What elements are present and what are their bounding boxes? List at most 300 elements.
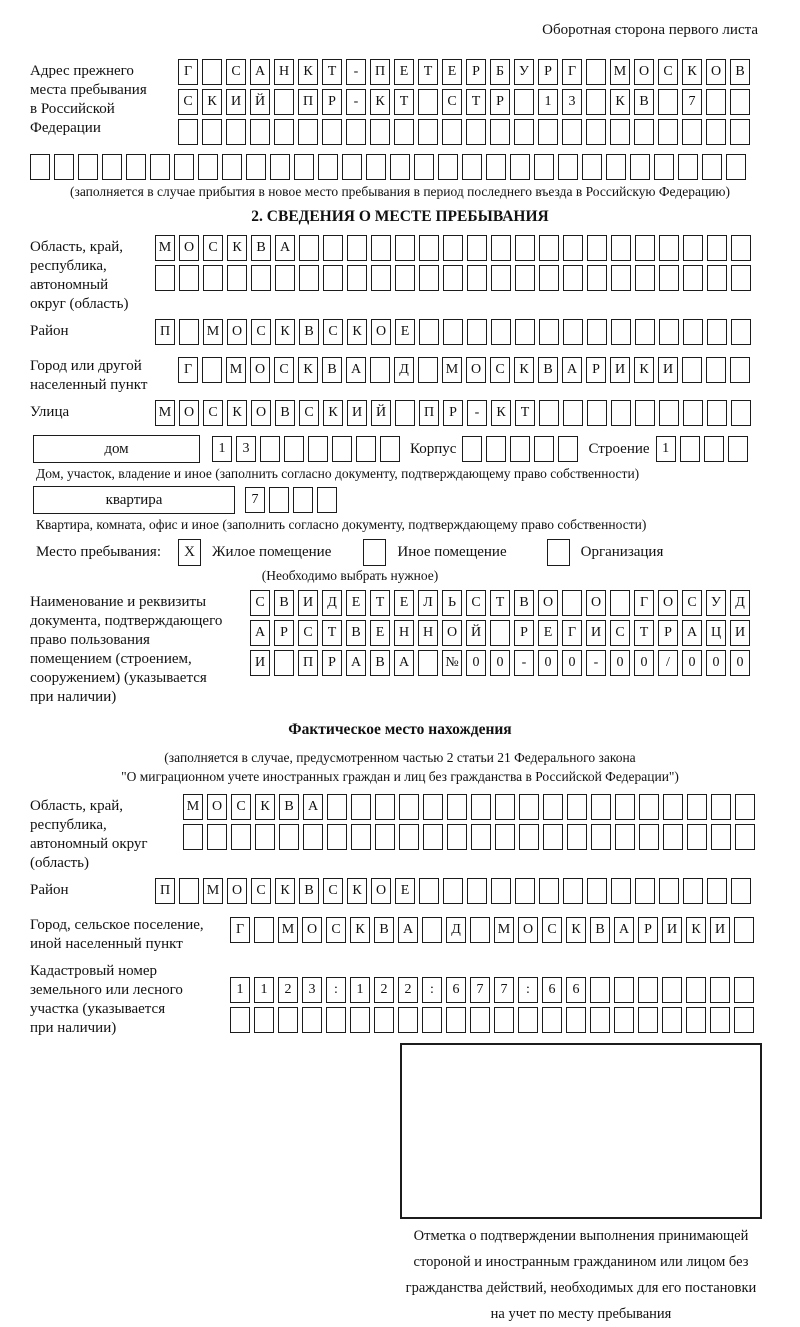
char-cell[interactable]: С — [251, 878, 271, 904]
char-cell[interactable] — [562, 590, 582, 616]
char-cell[interactable] — [274, 650, 294, 676]
char-cell[interactable]: К — [566, 917, 586, 943]
char-cell[interactable] — [563, 878, 583, 904]
char-cell[interactable] — [687, 824, 707, 850]
char-cell[interactable] — [356, 436, 376, 462]
char-cell[interactable]: И — [347, 400, 367, 426]
char-cell[interactable] — [294, 154, 314, 180]
char-cell[interactable] — [486, 154, 506, 180]
char-cell[interactable]: С — [610, 620, 630, 646]
char-cell[interactable] — [515, 235, 535, 261]
char-cell[interactable]: В — [346, 620, 366, 646]
char-cell[interactable] — [659, 265, 679, 291]
char-cell[interactable] — [563, 265, 583, 291]
char-cell[interactable]: 6 — [566, 977, 586, 1003]
char-cell[interactable] — [298, 119, 318, 145]
char-cell[interactable]: С — [226, 59, 246, 85]
char-cell[interactable]: Т — [322, 59, 342, 85]
char-cell[interactable]: В — [634, 89, 654, 115]
char-cell[interactable] — [395, 265, 415, 291]
char-cell[interactable]: 7 — [682, 89, 702, 115]
char-cell[interactable]: Р — [490, 89, 510, 115]
char-cell[interactable] — [495, 824, 515, 850]
char-cell[interactable] — [255, 824, 275, 850]
char-cell[interactable] — [390, 154, 410, 180]
char-cell[interactable] — [274, 119, 294, 145]
char-cell[interactable]: Р — [514, 620, 534, 646]
char-cell[interactable]: Н — [418, 620, 438, 646]
char-cell[interactable]: В — [370, 650, 390, 676]
char-cell[interactable]: С — [323, 878, 343, 904]
char-cell[interactable] — [250, 119, 270, 145]
char-cell[interactable]: О — [586, 590, 606, 616]
char-cell[interactable]: 0 — [634, 650, 654, 676]
char-cell[interactable]: Т — [394, 89, 414, 115]
char-cell[interactable]: М — [155, 235, 175, 261]
char-cell[interactable] — [586, 59, 606, 85]
char-cell[interactable] — [419, 878, 439, 904]
char-cell[interactable] — [702, 154, 722, 180]
char-cell[interactable] — [635, 878, 655, 904]
char-cell[interactable] — [710, 977, 730, 1003]
char-cell[interactable] — [351, 794, 371, 820]
char-cell[interactable] — [707, 319, 727, 345]
char-cell[interactable]: - — [346, 59, 366, 85]
char-cell[interactable] — [539, 265, 559, 291]
char-cell[interactable] — [246, 154, 266, 180]
char-cell[interactable] — [638, 977, 658, 1003]
char-cell[interactable]: Р — [658, 620, 678, 646]
char-cell[interactable] — [346, 119, 366, 145]
char-cell[interactable] — [734, 1007, 754, 1033]
char-cell[interactable] — [470, 917, 490, 943]
char-cell[interactable] — [466, 119, 486, 145]
char-cell[interactable]: С — [658, 59, 678, 85]
char-cell[interactable]: А — [614, 917, 634, 943]
char-cell[interactable] — [370, 119, 390, 145]
char-cell[interactable]: О — [227, 878, 247, 904]
char-cell[interactable] — [254, 917, 274, 943]
char-cell[interactable]: 1 — [254, 977, 274, 1003]
char-cell[interactable]: 2 — [398, 977, 418, 1003]
char-cell[interactable] — [351, 824, 371, 850]
char-cell[interactable]: Н — [394, 620, 414, 646]
char-cell[interactable] — [418, 650, 438, 676]
char-cell[interactable] — [323, 235, 343, 261]
char-cell[interactable] — [490, 620, 510, 646]
char-cell[interactable] — [230, 1007, 250, 1033]
char-cell[interactable]: 2 — [278, 977, 298, 1003]
char-cell[interactable] — [423, 824, 443, 850]
char-cell[interactable] — [78, 154, 98, 180]
char-cell[interactable]: М — [610, 59, 630, 85]
char-cell[interactable]: В — [590, 917, 610, 943]
char-cell[interactable]: 6 — [446, 977, 466, 1003]
char-cell[interactable]: М — [155, 400, 175, 426]
char-cell[interactable]: В — [274, 590, 294, 616]
char-cell[interactable] — [155, 265, 175, 291]
char-cell[interactable]: К — [347, 319, 367, 345]
char-cell[interactable]: О — [442, 620, 462, 646]
char-cell[interactable] — [731, 235, 751, 261]
char-cell[interactable]: А — [275, 235, 295, 261]
char-cell[interactable]: Е — [370, 620, 390, 646]
char-cell[interactable]: 3 — [302, 977, 322, 1003]
char-cell[interactable]: О — [179, 235, 199, 261]
char-cell[interactable] — [611, 319, 631, 345]
char-cell[interactable]: - — [586, 650, 606, 676]
char-cell[interactable]: М — [226, 357, 246, 383]
char-cell[interactable] — [510, 436, 530, 462]
char-cell[interactable]: М — [494, 917, 514, 943]
char-cell[interactable] — [539, 319, 559, 345]
char-cell[interactable]: Р — [538, 59, 558, 85]
char-cell[interactable]: О — [371, 319, 391, 345]
char-cell[interactable]: Л — [418, 590, 438, 616]
char-cell[interactable] — [635, 265, 655, 291]
char-cell[interactable]: С — [250, 590, 270, 616]
char-cell[interactable] — [514, 119, 534, 145]
char-cell[interactable] — [634, 119, 654, 145]
char-cell[interactable]: Б — [490, 59, 510, 85]
char-cell[interactable] — [734, 917, 754, 943]
char-cell[interactable] — [471, 824, 491, 850]
char-cell[interactable]: Д — [394, 357, 414, 383]
char-cell[interactable] — [202, 357, 222, 383]
char-cell[interactable]: У — [514, 59, 534, 85]
char-cell[interactable]: И — [710, 917, 730, 943]
char-cell[interactable]: Д — [730, 590, 750, 616]
char-cell[interactable]: Е — [442, 59, 462, 85]
char-cell[interactable] — [563, 400, 583, 426]
char-cell[interactable] — [270, 154, 290, 180]
char-cell[interactable]: П — [370, 59, 390, 85]
char-cell[interactable] — [567, 824, 587, 850]
char-cell[interactable] — [659, 319, 679, 345]
char-cell[interactable] — [442, 119, 462, 145]
char-cell[interactable] — [395, 400, 415, 426]
char-cell[interactable] — [419, 235, 439, 261]
char-cell[interactable] — [663, 794, 683, 820]
char-cell[interactable]: 3 — [562, 89, 582, 115]
char-cell[interactable] — [275, 265, 295, 291]
char-cell[interactable] — [630, 154, 650, 180]
char-cell[interactable] — [467, 878, 487, 904]
char-cell[interactable]: К — [255, 794, 275, 820]
char-cell[interactable] — [366, 154, 386, 180]
char-cell[interactable]: В — [299, 319, 319, 345]
char-cell[interactable]: Р — [466, 59, 486, 85]
char-cell[interactable]: Е — [395, 878, 415, 904]
char-cell[interactable] — [587, 878, 607, 904]
char-cell[interactable]: К — [298, 59, 318, 85]
char-cell[interactable] — [659, 400, 679, 426]
char-cell[interactable] — [728, 436, 748, 462]
char-cell[interactable]: У — [706, 590, 726, 616]
char-cell[interactable]: И — [662, 917, 682, 943]
char-cell[interactable] — [174, 154, 194, 180]
char-cell[interactable]: П — [419, 400, 439, 426]
char-cell[interactable] — [683, 878, 703, 904]
char-cell[interactable]: : — [422, 977, 442, 1003]
char-cell[interactable] — [399, 824, 419, 850]
char-cell[interactable]: В — [538, 357, 558, 383]
char-cell[interactable]: О — [706, 59, 726, 85]
char-cell[interactable] — [126, 154, 146, 180]
char-cell[interactable]: О — [207, 794, 227, 820]
char-cell[interactable] — [659, 235, 679, 261]
char-cell[interactable] — [375, 824, 395, 850]
char-cell[interactable] — [611, 265, 631, 291]
char-cell[interactable] — [198, 154, 218, 180]
char-cell[interactable]: О — [466, 357, 486, 383]
char-cell[interactable]: С — [542, 917, 562, 943]
char-cell[interactable]: Р — [586, 357, 606, 383]
char-cell[interactable] — [683, 400, 703, 426]
char-cell[interactable] — [707, 400, 727, 426]
char-cell[interactable] — [638, 1007, 658, 1033]
char-cell[interactable] — [418, 119, 438, 145]
char-cell[interactable]: В — [374, 917, 394, 943]
char-cell[interactable] — [398, 1007, 418, 1033]
char-cell[interactable]: К — [275, 878, 295, 904]
char-cell[interactable]: 2 — [374, 977, 394, 1003]
char-cell[interactable]: 7 — [470, 977, 490, 1003]
char-cell[interactable]: С — [251, 319, 271, 345]
char-cell[interactable] — [207, 824, 227, 850]
char-cell[interactable] — [347, 235, 367, 261]
char-cell[interactable] — [30, 154, 50, 180]
char-cell[interactable]: К — [610, 89, 630, 115]
char-cell[interactable] — [317, 487, 337, 513]
char-cell[interactable] — [302, 1007, 322, 1033]
char-cell[interactable] — [515, 878, 535, 904]
char-cell[interactable] — [730, 357, 750, 383]
char-cell[interactable]: 0 — [682, 650, 702, 676]
char-cell[interactable]: С — [203, 235, 223, 261]
char-cell[interactable] — [419, 265, 439, 291]
char-cell[interactable]: О — [250, 357, 270, 383]
char-cell[interactable]: И — [658, 357, 678, 383]
char-cell[interactable]: А — [682, 620, 702, 646]
char-cell[interactable]: М — [203, 319, 223, 345]
char-cell[interactable]: И — [250, 650, 270, 676]
char-cell[interactable]: А — [250, 620, 270, 646]
char-cell[interactable]: И — [298, 590, 318, 616]
char-cell[interactable] — [278, 1007, 298, 1033]
char-cell[interactable] — [611, 235, 631, 261]
char-cell[interactable]: О — [179, 400, 199, 426]
char-cell[interactable] — [606, 154, 626, 180]
char-cell[interactable] — [486, 436, 506, 462]
char-cell[interactable]: И — [610, 357, 630, 383]
char-cell[interactable] — [418, 357, 438, 383]
char-cell[interactable]: А — [250, 59, 270, 85]
char-cell[interactable] — [438, 154, 458, 180]
char-cell[interactable] — [394, 119, 414, 145]
char-cell[interactable]: С — [231, 794, 251, 820]
char-cell[interactable]: К — [686, 917, 706, 943]
char-cell[interactable] — [658, 89, 678, 115]
char-cell[interactable] — [202, 119, 222, 145]
char-cell[interactable]: А — [394, 650, 414, 676]
char-cell[interactable] — [711, 794, 731, 820]
char-cell[interactable] — [299, 235, 319, 261]
char-cell[interactable] — [274, 89, 294, 115]
char-cell[interactable]: - — [346, 89, 366, 115]
char-cell[interactable] — [254, 1007, 274, 1033]
char-cell[interactable]: К — [323, 400, 343, 426]
char-cell[interactable]: Т — [370, 590, 390, 616]
char-cell[interactable] — [491, 878, 511, 904]
char-cell[interactable] — [635, 400, 655, 426]
char-cell[interactable] — [567, 794, 587, 820]
char-cell[interactable]: Р — [443, 400, 463, 426]
char-cell[interactable] — [659, 878, 679, 904]
char-cell[interactable] — [590, 977, 610, 1003]
char-cell[interactable] — [179, 265, 199, 291]
char-cell[interactable]: С — [323, 319, 343, 345]
char-cell[interactable]: О — [518, 917, 538, 943]
char-cell[interactable]: В — [730, 59, 750, 85]
char-cell[interactable] — [615, 794, 635, 820]
char-cell[interactable] — [538, 119, 558, 145]
char-cell[interactable] — [682, 357, 702, 383]
char-cell[interactable] — [102, 154, 122, 180]
char-cell[interactable] — [462, 436, 482, 462]
char-cell[interactable] — [662, 977, 682, 1003]
char-cell[interactable]: Й — [371, 400, 391, 426]
char-cell[interactable]: А — [562, 357, 582, 383]
char-cell[interactable] — [707, 265, 727, 291]
char-cell[interactable]: О — [634, 59, 654, 85]
char-cell[interactable] — [635, 319, 655, 345]
char-cell[interactable] — [614, 1007, 634, 1033]
char-cell[interactable] — [534, 436, 554, 462]
char-cell[interactable]: К — [298, 357, 318, 383]
char-cell[interactable] — [591, 794, 611, 820]
char-cell[interactable]: : — [326, 977, 346, 1003]
char-cell[interactable] — [734, 977, 754, 1003]
char-cell[interactable] — [375, 794, 395, 820]
char-cell[interactable]: Т — [418, 59, 438, 85]
char-cell[interactable]: П — [155, 878, 175, 904]
char-cell[interactable] — [566, 1007, 586, 1033]
char-cell[interactable]: 0 — [490, 650, 510, 676]
char-cell[interactable]: Г — [178, 357, 198, 383]
char-cell[interactable] — [610, 590, 630, 616]
char-cell[interactable] — [515, 319, 535, 345]
char-cell[interactable]: Н — [274, 59, 294, 85]
char-cell[interactable]: Р — [322, 650, 342, 676]
char-cell[interactable]: М — [442, 357, 462, 383]
char-cell[interactable]: С — [326, 917, 346, 943]
char-cell[interactable] — [370, 357, 390, 383]
char-cell[interactable] — [363, 539, 386, 566]
char-cell[interactable]: Г — [634, 590, 654, 616]
char-cell[interactable] — [419, 319, 439, 345]
char-cell[interactable]: Д — [446, 917, 466, 943]
char-cell[interactable] — [586, 119, 606, 145]
char-cell[interactable]: С — [274, 357, 294, 383]
char-cell[interactable] — [299, 265, 319, 291]
char-cell[interactable] — [178, 119, 198, 145]
char-cell[interactable]: - — [467, 400, 487, 426]
char-cell[interactable] — [514, 89, 534, 115]
char-cell[interactable] — [563, 319, 583, 345]
char-cell[interactable] — [518, 1007, 538, 1033]
char-cell[interactable] — [371, 265, 391, 291]
char-cell[interactable]: А — [346, 650, 366, 676]
char-cell[interactable]: 1 — [212, 436, 232, 462]
char-cell[interactable] — [706, 89, 726, 115]
char-cell[interactable] — [731, 878, 751, 904]
char-cell[interactable]: 1 — [656, 436, 676, 462]
char-cell[interactable]: Р — [274, 620, 294, 646]
char-cell[interactable]: Е — [394, 59, 414, 85]
char-cell[interactable] — [730, 89, 750, 115]
char-cell[interactable] — [374, 1007, 394, 1033]
char-cell[interactable] — [547, 539, 570, 566]
char-cell[interactable] — [510, 154, 530, 180]
char-cell[interactable]: Ц — [706, 620, 726, 646]
char-cell[interactable] — [203, 265, 223, 291]
char-cell[interactable]: В — [279, 794, 299, 820]
char-cell[interactable] — [422, 917, 442, 943]
char-cell[interactable]: X — [178, 539, 201, 566]
char-cell[interactable]: С — [299, 400, 319, 426]
char-cell[interactable] — [558, 436, 578, 462]
char-cell[interactable]: 6 — [542, 977, 562, 1003]
char-cell[interactable] — [327, 824, 347, 850]
char-cell[interactable]: К — [202, 89, 222, 115]
char-cell[interactable]: М — [278, 917, 298, 943]
char-cell[interactable] — [226, 119, 246, 145]
char-cell[interactable]: О — [227, 319, 247, 345]
char-cell[interactable] — [635, 235, 655, 261]
char-cell[interactable]: 7 — [494, 977, 514, 1003]
char-cell[interactable]: С — [178, 89, 198, 115]
char-cell[interactable] — [322, 119, 342, 145]
char-cell[interactable] — [662, 1007, 682, 1033]
char-cell[interactable] — [443, 878, 463, 904]
char-cell[interactable]: Г — [562, 59, 582, 85]
char-cell[interactable]: 0 — [706, 650, 726, 676]
char-cell[interactable]: П — [298, 89, 318, 115]
char-cell[interactable] — [683, 265, 703, 291]
char-cell[interactable] — [539, 235, 559, 261]
char-cell[interactable] — [323, 265, 343, 291]
char-cell[interactable] — [350, 1007, 370, 1033]
char-cell[interactable]: № — [442, 650, 462, 676]
char-cell[interactable] — [183, 824, 203, 850]
char-cell[interactable] — [558, 154, 578, 180]
char-cell[interactable] — [443, 319, 463, 345]
char-cell[interactable] — [150, 154, 170, 180]
char-cell[interactable] — [731, 400, 751, 426]
char-cell[interactable] — [680, 436, 700, 462]
char-cell[interactable] — [422, 1007, 442, 1033]
char-cell[interactable] — [707, 235, 727, 261]
char-cell[interactable] — [491, 235, 511, 261]
char-cell[interactable] — [279, 824, 299, 850]
char-cell[interactable] — [446, 1007, 466, 1033]
char-cell[interactable] — [706, 357, 726, 383]
char-cell[interactable]: К — [227, 235, 247, 261]
char-cell[interactable] — [711, 824, 731, 850]
char-cell[interactable] — [519, 824, 539, 850]
char-cell[interactable]: П — [155, 319, 175, 345]
